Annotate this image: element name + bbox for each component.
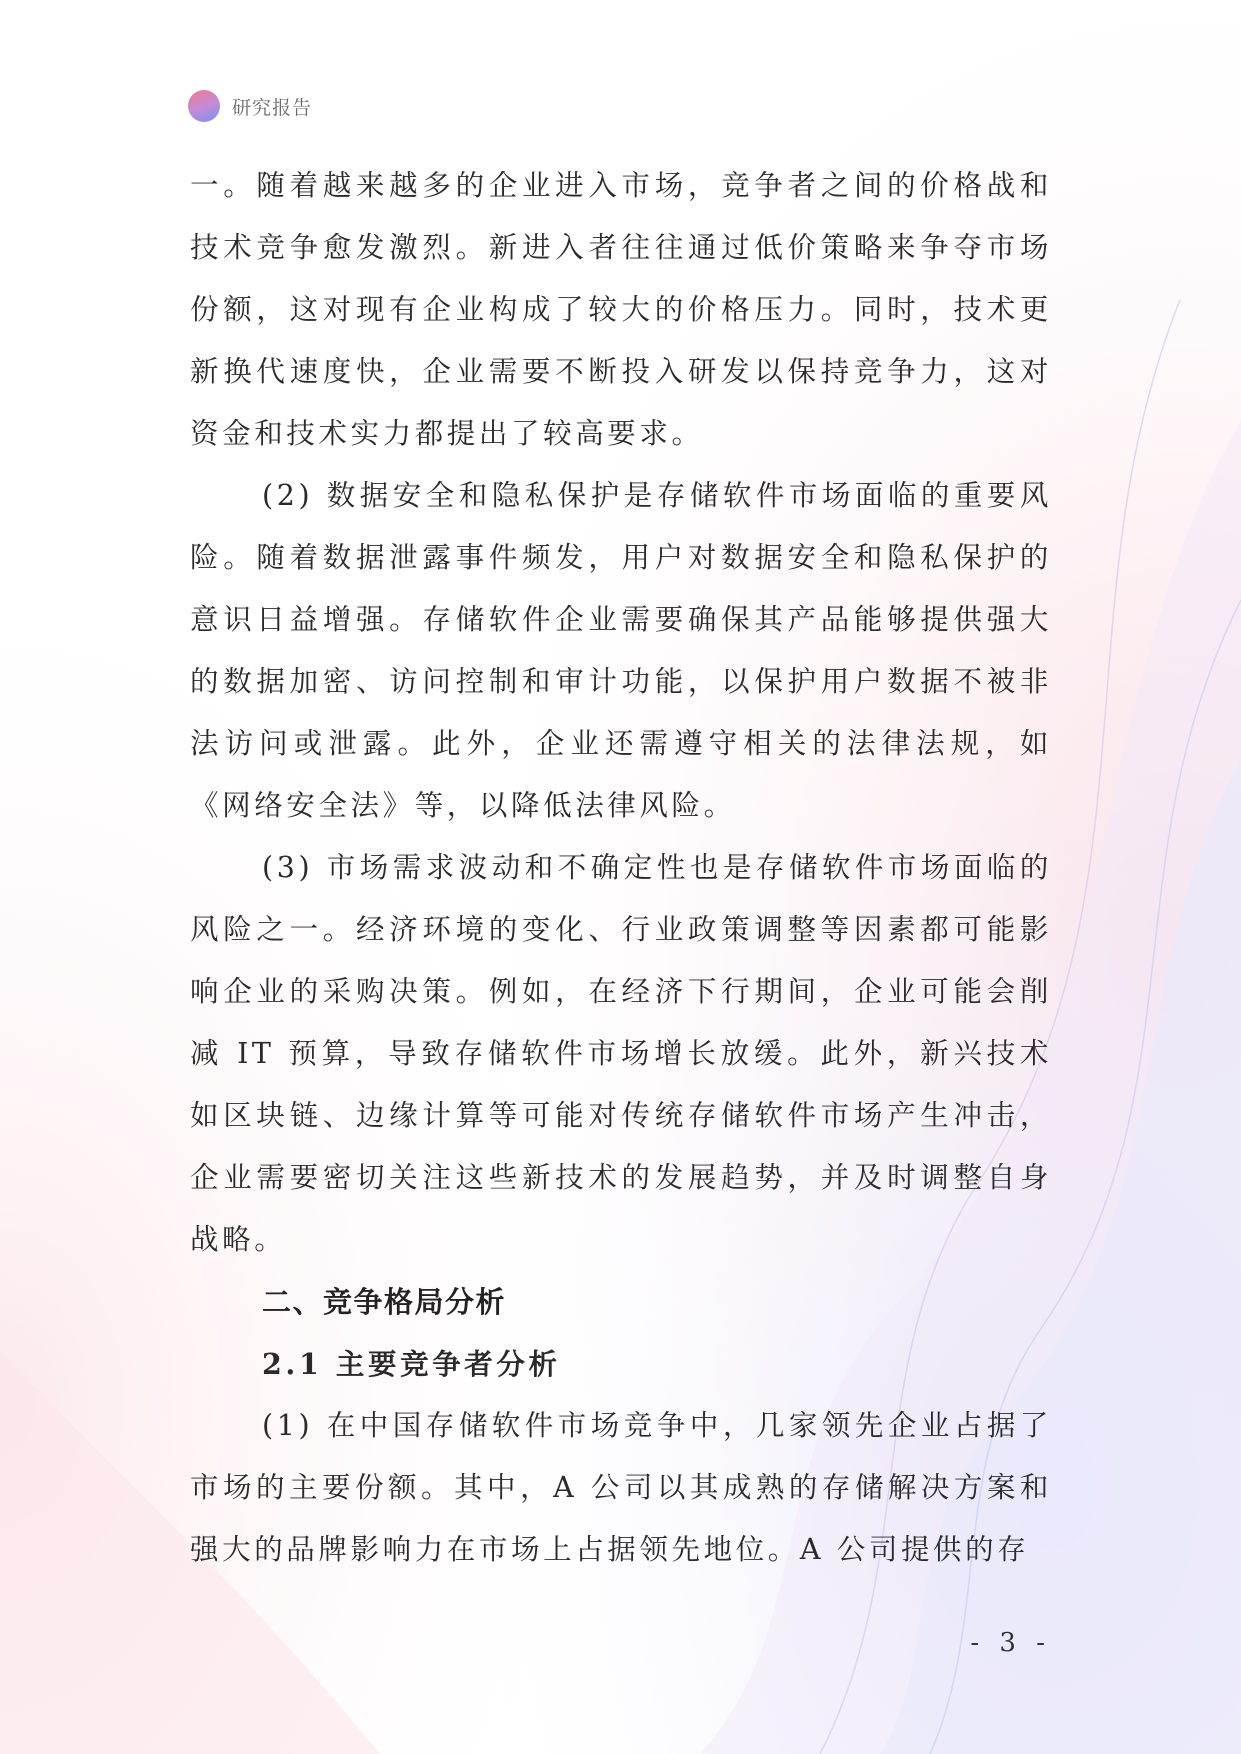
header-title: 研究报告	[232, 96, 313, 119]
section-heading: 二、竞争格局分析	[262, 1285, 507, 1319]
document-body	[190, 155, 1052, 1581]
paragraph-competition-risk: 一。随着越来越多的企业进入市场，竞争者之间的价格战和技术竞争愈发激烈。新进入者往往通过低价策略来争夺市场份额，这对现有企业构成了较大的价格压力。同时，技术更新换代速度快，企业需要不断投入研发以保持竞争力，这对资金和技术实力都提出了较高要求。	[190, 169, 1052, 450]
paragraph-data-security-risk: (2) 数据安全和隐私保护是存储软件市场面临的重要风险。随着数据泄露事件频发，用户对数据安全和隐私保护的意识日益增强。存储软件企业需要确保其产品能够提供强大的数据加密、访问控制和审计功能，以保护用户数据不被非法访问或泄露。此外，企业还需遵守相关的法律法规，如《网络安全法》等，以降低法律风险。	[190, 479, 1052, 822]
logo-circle-icon	[188, 90, 220, 122]
paragraph-main-competitors: (1) 在中国存储软件市场竞争中，几家领先企业占据了市场的主要份额。其中，A 公司以其成熟的存储解决方案和强大的品牌影响力在市场上占据领先地位。A 公司提供的存	[190, 1409, 1052, 1566]
page-number: - 3 -	[970, 1628, 1051, 1658]
report-header	[188, 88, 312, 124]
subsection-heading: 2.1 主要竞争者分析	[262, 1347, 561, 1381]
paragraph-demand-risk: (3) 市场需求波动和不确定性也是存储软件市场面临的风险之一。经济环境的变化、行业政策调整等因素都可能影响企业的采购决策。例如，在经济下行期间，企业可能会削减 IT 预算，导致存储软件市场增长放缓。此外，新兴技术如区块链、边缘计算等可能对传统存储软件市场产生冲击，企业需要密切关注这些新技术的发展趋势，并及时调整自身战略。	[190, 851, 1053, 1256]
